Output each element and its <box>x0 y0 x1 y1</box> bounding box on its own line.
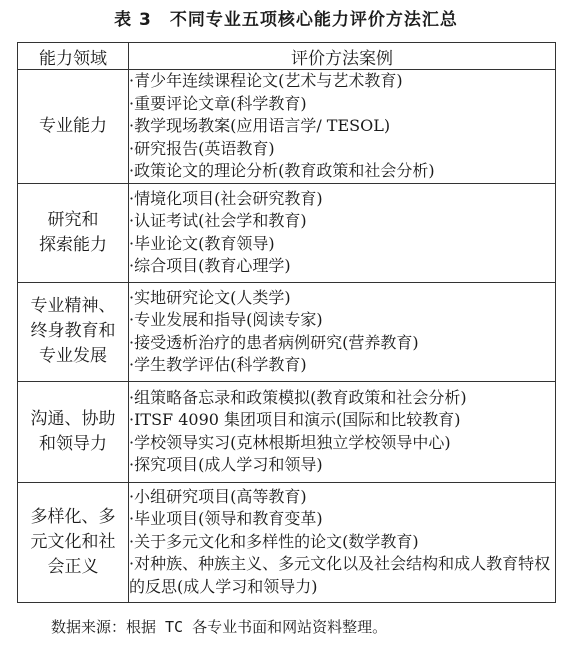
header-domain: 能力领域 <box>18 43 129 70</box>
method-item: ·关于多元文化和多样性的论文(数学教育) <box>129 531 419 551</box>
header-methods: 评价方法案例 <box>129 43 556 70</box>
table-row <box>18 183 556 282</box>
method-item: ·毕业项目(领导和教育变革) <box>129 509 323 529</box>
method-item: ·青少年连续课程论文(艺术与艺术教育) <box>129 71 403 90</box>
domain-cell: 多样化、多 元文化和社 会正义 <box>18 482 129 602</box>
methods-cell <box>129 282 556 381</box>
method-item: ·实地研究论文(人类学) <box>129 287 291 307</box>
evaluation-table <box>17 42 556 603</box>
methods-cell <box>129 482 556 602</box>
domain-cell: 专业能力 <box>18 70 129 184</box>
method-item: ·探究项目(成人学习和领导) <box>129 455 323 474</box>
method-item: ·政策论文的理论分析(教育政策和社会分析) <box>129 161 435 180</box>
method-item: ·接受透析治疗的患者病例研究(营养教育) <box>129 332 419 352</box>
table-row <box>18 70 556 184</box>
method-item: ·教学现场教案(应用语言学/ TESOL) <box>129 116 391 135</box>
table-header-row <box>18 43 556 70</box>
table-title: 表 3 不同专业五项核心能力评价方法汇总 <box>114 10 458 30</box>
table-row <box>18 482 556 602</box>
table-row <box>18 381 556 482</box>
method-item: ·学校领导实习(克林根斯坦独立学校领导中心) <box>129 432 451 452</box>
data-source-note: 数据来源：根据 TC 各专业书面和网站资料整理。 <box>51 618 388 636</box>
methods-cell <box>129 381 556 482</box>
method-item: ·情境化项目(社会研究教育) <box>129 188 323 208</box>
method-item: ·学生教学评估(科学教育) <box>129 355 307 374</box>
method-item: ·综合项目(教育心理学) <box>129 256 291 275</box>
methods-cell <box>129 70 556 184</box>
method-item: ·认证考试(社会学和教育) <box>129 211 307 230</box>
method-item: ·毕业论文(教育领导) <box>129 233 275 253</box>
methods-cell <box>129 183 556 282</box>
domain-cell: 研究和 探索能力 <box>18 183 129 282</box>
domain-cell: 专业精神、 终身教育和 专业发展 <box>18 282 129 381</box>
method-item: ·研究报告(英语教育) <box>129 138 275 158</box>
domain-cell: 沟通、协助 和领导力 <box>18 381 129 482</box>
method-item: ·组策略备忘录和政策模拟(教育政策和社会分析) <box>129 387 467 407</box>
method-item: ·专业发展和指导(阅读专家) <box>129 310 323 329</box>
method-item: ·对种族、种族主义、多元文化以及社会结构和成人教育特权的反思(成人学习和领导力) <box>129 554 551 596</box>
method-item: ·重要评论文章(科学教育) <box>129 93 307 113</box>
method-item: ·ITSF 4090 集团项目和演示(国际和比较教育) <box>129 410 461 429</box>
table-row <box>18 282 556 381</box>
method-item: ·小组研究项目(高等教育) <box>129 486 307 506</box>
